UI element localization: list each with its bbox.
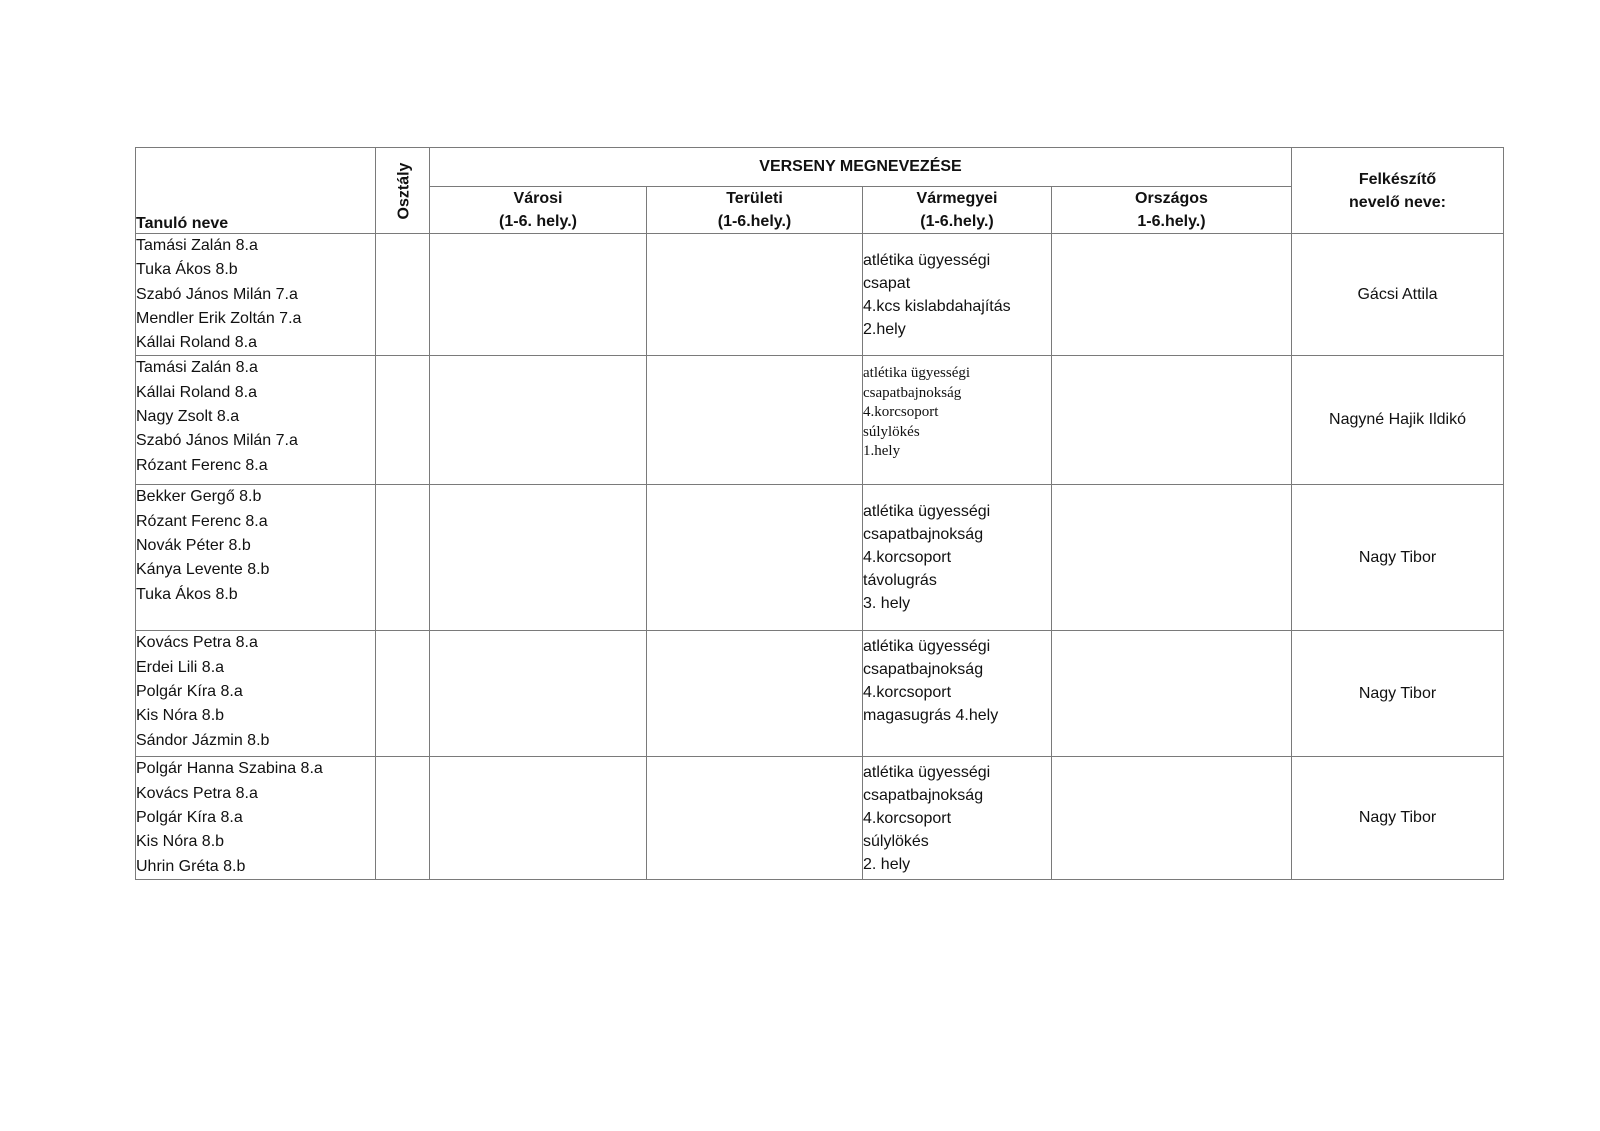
table-row — [136, 234, 1504, 356]
regional-cell — [647, 356, 863, 485]
regional-cell — [647, 757, 863, 879]
student-name: Kállai Roland 8.a — [136, 334, 257, 352]
class-cell — [376, 234, 430, 356]
header-level-city — [430, 187, 647, 234]
national-cell — [1052, 356, 1292, 485]
event-line: 4.korcsoport — [863, 684, 952, 702]
event-line: atlétika ügyességi — [863, 763, 991, 781]
header-student-name: Tanuló neve — [136, 148, 376, 234]
event-line: atlétika ügyességi — [863, 503, 991, 521]
county-event-cell — [863, 485, 1052, 631]
county-event-cell — [863, 631, 1052, 757]
national-cell — [1052, 485, 1292, 631]
event-line: súlylökés — [863, 832, 929, 850]
student-name: Kis Nóra 8.b — [136, 833, 225, 851]
student-name: Szabó János Milán 7.a — [136, 285, 298, 303]
city-cell — [430, 356, 647, 485]
event-line: atlétika ügyességi — [863, 365, 971, 382]
student-name: Kovács Petra 8.a — [136, 634, 258, 652]
student-name: Polgár Kíra 8.a — [136, 683, 243, 701]
student-name: Tamási Zalán 8.a — [136, 359, 258, 377]
class-cell — [376, 757, 430, 879]
student-name: Nagy Zsolt 8.a — [136, 408, 240, 426]
event-line: csapatbajnokság — [863, 661, 984, 679]
regional-cell — [647, 234, 863, 356]
header-competition-group: VERSENY MEGNEVEZÉSE — [430, 148, 1292, 187]
student-name: Tamási Zalán 8.a — [136, 237, 258, 254]
student-name: Bekker Gergő 8.b — [136, 488, 262, 506]
national-cell — [1052, 234, 1292, 356]
teacher-cell: Nagy Tibor — [1292, 631, 1504, 757]
student-name: Erdei Lili 8.a — [136, 658, 225, 676]
county-event-cell — [863, 234, 1052, 356]
event-line: atlétika ügyességi — [863, 251, 991, 269]
city-cell — [430, 234, 647, 356]
student-name: Novák Péter 8.b — [136, 537, 251, 555]
level-range: (1-6.hely.) — [717, 213, 792, 230]
class-cell — [376, 485, 430, 631]
class-cell — [376, 631, 430, 757]
header-level-national — [1052, 187, 1292, 234]
national-cell — [1052, 757, 1292, 879]
regional-cell — [647, 485, 863, 631]
teacher-cell: Nagy Tibor — [1292, 485, 1504, 631]
student-names-cell — [136, 485, 376, 631]
student-names-cell — [136, 356, 376, 485]
header-teacher — [1292, 148, 1504, 234]
event-line: atlétika ügyességi — [863, 638, 991, 656]
competition-results-table — [135, 147, 1504, 880]
teacher-cell: Nagy Tibor — [1292, 757, 1504, 879]
table-row — [136, 485, 1504, 631]
event-line: 4.korcsoport — [863, 809, 952, 827]
level-range: (1-6.hely.) — [920, 213, 994, 230]
header-teacher-line1: Felkészítő — [1358, 170, 1437, 188]
level-name: Területi — [726, 190, 783, 207]
teacher-cell: Nagyné Hajik Ildikó — [1292, 356, 1504, 485]
student-name: Rózant Ferenc 8.a — [136, 512, 268, 530]
event-line: 1.hely — [863, 443, 901, 460]
level-range: (1-6. hely.) — [499, 213, 577, 230]
student-name: Mendler Erik Zoltán 7.a — [136, 309, 302, 327]
event-line: 2. hely — [863, 855, 911, 873]
event-line: csapatbajnokság — [863, 526, 984, 544]
event-line: súlylökés — [863, 423, 920, 440]
event-line: csapat — [863, 274, 911, 292]
student-name: Kovács Petra 8.a — [136, 784, 258, 802]
event-line: távolugrás — [863, 572, 937, 590]
student-name: Sándor Jázmin 8.b — [136, 731, 270, 749]
city-cell — [430, 485, 647, 631]
student-names-cell — [136, 757, 376, 879]
student-name: Szabó János Milán 7.a — [136, 432, 298, 450]
city-cell — [430, 757, 647, 879]
student-name: Tuka Ákos 8.b — [136, 585, 238, 603]
class-cell — [376, 356, 430, 485]
event-line: csapatbajnokság — [863, 786, 984, 804]
student-name: Kánya Levente 8.b — [136, 561, 270, 579]
student-name: Kis Nóra 8.b — [136, 707, 225, 725]
event-line: 4.korcsoport — [863, 404, 939, 421]
level-name: Városi — [513, 190, 563, 207]
table-row — [136, 757, 1504, 879]
event-line: magasugrás 4.hely — [863, 707, 999, 725]
student-name: Uhrin Gréta 8.b — [136, 857, 246, 875]
city-cell — [430, 631, 647, 757]
header-level-regional — [647, 187, 863, 234]
regional-cell — [647, 631, 863, 757]
level-range: 1-6.hely.) — [1137, 213, 1206, 230]
county-event-cell — [863, 356, 1052, 485]
event-line: csapatbajnokság — [863, 384, 962, 401]
student-names-cell — [136, 234, 376, 356]
student-name: Tuka Ákos 8.b — [136, 261, 238, 279]
level-name: Országos — [1135, 190, 1208, 207]
county-event-cell — [863, 757, 1052, 879]
event-line: 2.hely — [863, 320, 906, 338]
header-class-label: Osztály — [395, 162, 413, 219]
table-row — [136, 631, 1504, 757]
header-class — [376, 148, 430, 234]
national-cell — [1052, 631, 1292, 757]
header-level-county — [863, 187, 1052, 234]
student-name: Rózant Ferenc 8.a — [136, 456, 268, 474]
student-names-cell — [136, 631, 376, 757]
header-teacher-line2: nevelő neve: — [1349, 193, 1446, 211]
student-name: Kállai Roland 8.a — [136, 383, 257, 401]
event-line: 4.kcs kislabdahajítás — [863, 297, 1011, 315]
table-row — [136, 356, 1504, 485]
student-name: Polgár Hanna Szabina 8.a — [136, 760, 323, 778]
student-name: Polgár Kíra 8.a — [136, 809, 243, 827]
event-line: 3. hely — [863, 595, 911, 613]
level-name: Vármegyei — [916, 190, 998, 207]
teacher-cell: Gácsi Attila — [1292, 234, 1504, 356]
event-line: 4.korcsoport — [863, 549, 952, 567]
